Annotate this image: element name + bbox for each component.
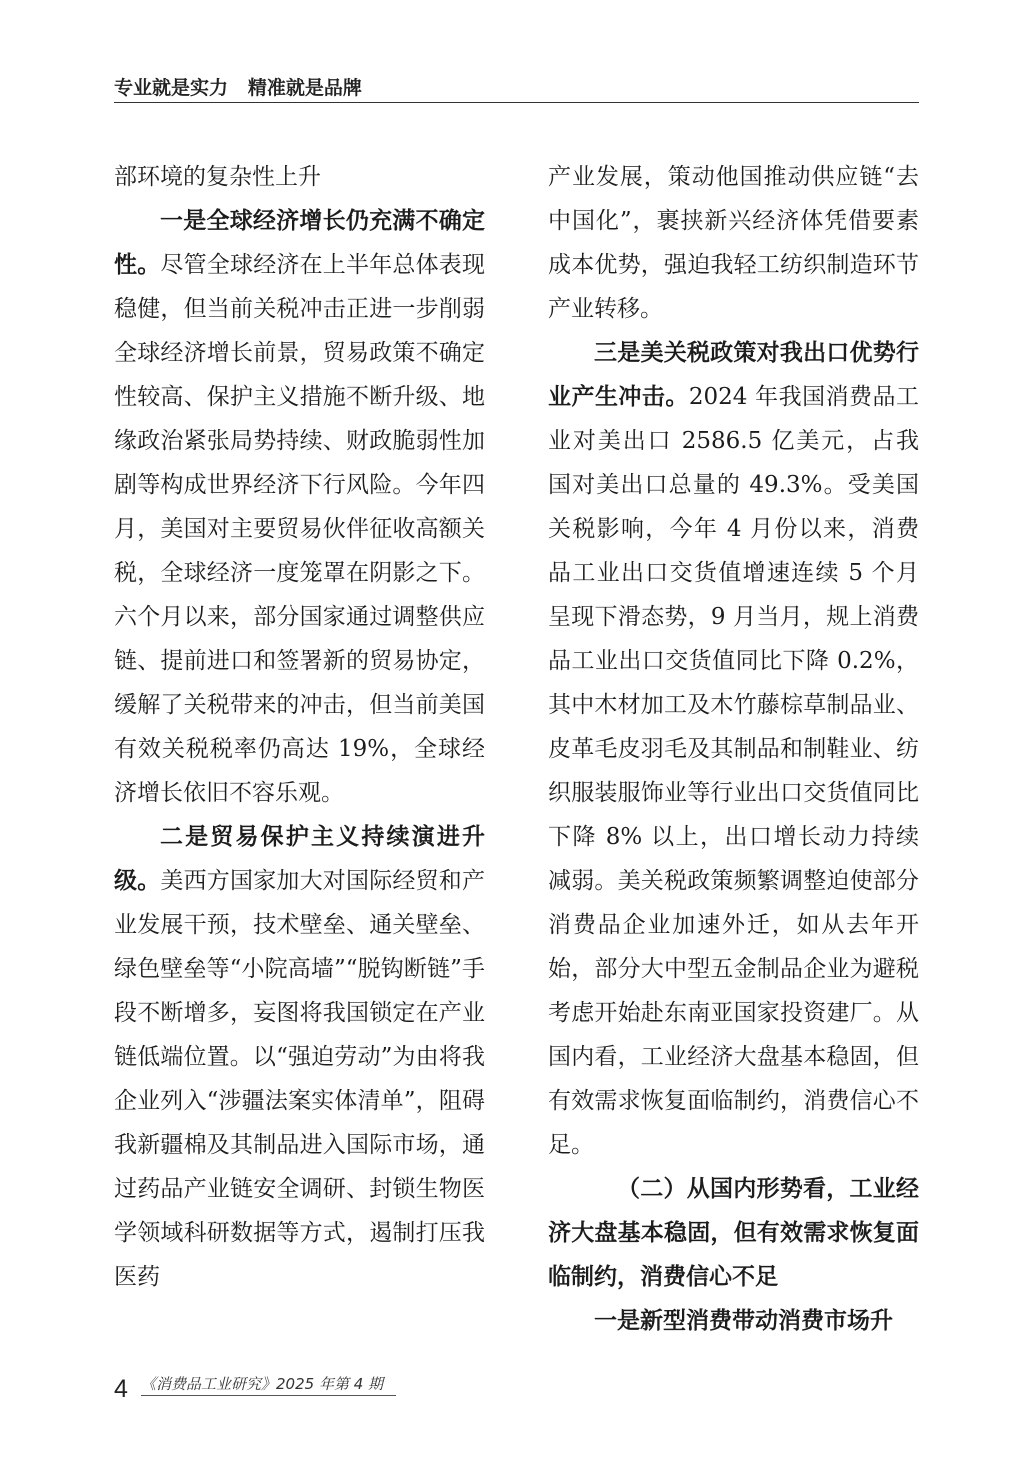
left-column	[114, 155, 485, 1299]
paragraph-continuation: 产业发展，策动他国推动供应链“去中国化”，裹挟新兴经济体凭借要素成本优势，强迫我轻工纺织制造环节产业转移。	[548, 164, 919, 322]
journal-title: 《消费品工业研究》2025 年第 4 期	[141, 1375, 384, 1393]
paragraph-body: 尽管全球经济在上半年总体表现稳健，但当前关税冲击正进一步削弱全球经济增长前景，贸易政策不确定性较高、保护主义措施不断升级、地缘政治紧张局势持续、财政脆弱性加剧等构成世界经济下行风险。今年四月，美国对主要贸易伙伴征收高额关税，全球经济一度笼罩在阴影之下。六个月以来，部分国家通过调整供应链、提前进口和签署新的贸易协定，缓解了关税带来的冲击，但当前美国有效关税税率仍高达 19%，全球经济增长依旧不容乐观。	[114, 252, 486, 806]
paragraph-lead: 一是全球经济增长仍充满不确定性。	[114, 207, 485, 278]
paragraph-continuation: 部环境的复杂性上升	[114, 164, 321, 190]
paragraph-global-growth	[114, 199, 485, 815]
paragraph-lead: 二是贸易保护主义持续演进升级。	[114, 823, 485, 894]
paragraph-lead: 一是新型消费带动消费市场升	[594, 1307, 893, 1334]
paragraph-tariff-impact	[548, 331, 919, 1167]
paragraph-lead: 三是美关税政策对我出口优势行业产生冲击。	[548, 339, 919, 410]
paragraph-trade-protectionism	[114, 815, 485, 1299]
right-column	[548, 155, 919, 1343]
footer-divider	[141, 1395, 396, 1396]
header-slogan: 专业就是实力 精准就是品牌	[114, 77, 362, 99]
section-heading: （二）从国内形势看，工业经济大盘基本稳固，但有效需求恢复面临制约，消费信心不足	[548, 1175, 919, 1290]
paragraph-new-consumption	[548, 1299, 919, 1343]
paragraph-body: 2024 年我国消费品工业对美出口 2586.5 亿美元，占我国对美出口总量的 49.3%。受美国关税影响，今年 4 月份以来，消费品工业出口交货值增速连续 5 个月呈现下滑态势，9 月当月，规上消费品工业出口交货值同比下降 0.2%，其中木材加工及木竹藤棕草制品业、皮革毛皮羽毛及其制品和制鞋业、纺织服装服饰业等行业出口交货值同比下降 8% 以上，出口增长动力持续减弱。美关税政策频繁调整迫使部分消费品企业加速外迁，如从去年开始，部分大中型五金制品企业为避税考虑开始赴东南亚国家投资建厂。从国内看，工业经济大盘基本稳固，但有效需求恢复面临制约，消费信心不足。	[548, 384, 919, 1158]
header-divider	[114, 102, 919, 103]
paragraph-body: 美西方国家加大对国际经贸和产业发展干预，技术壁垒、通关壁垒、绿色壁垒等“小院高墙”“脱钩断链”手段不断增多，妄图将我国锁定在产业链低端位置。以“强迫劳动”为由将我企业列入“涉疆法案实体清单”，阻碍我新疆棉及其制品进入国际市场，通过药品产业链安全调研、封锁生物医学领域科研数据等方式，遏制打压我医药	[114, 868, 486, 1290]
page-number: 4	[114, 1375, 128, 1403]
